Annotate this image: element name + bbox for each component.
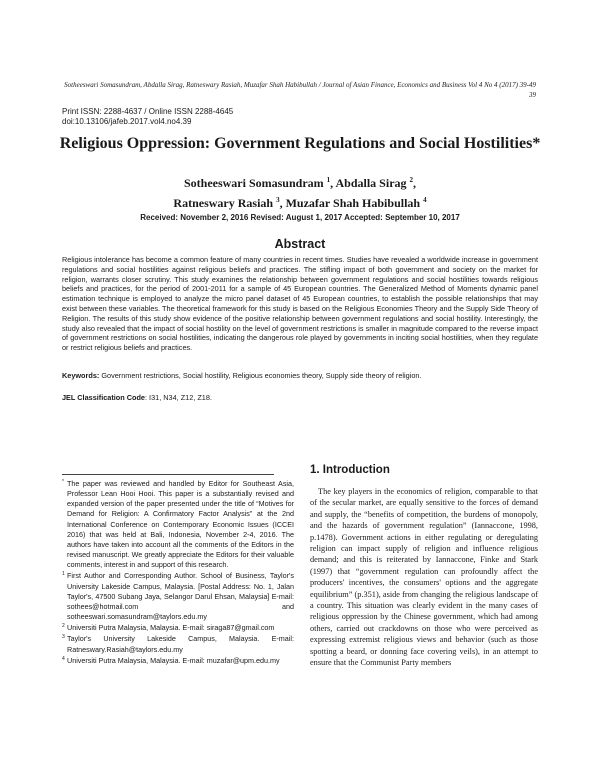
- footnote: [62, 656, 294, 666]
- jel-label: JEL Classification Code: [62, 393, 145, 402]
- author-list: Sotheeswari Somasundram $^1$, Abdalla Sirag $^2$, Ratneswary Rasiah $^3$, Muzafar Shah Habibullah $^4$: [173, 176, 427, 210]
- footnote-text: First Author and Corresponding Author. School of Business, Taylor's University Lakeside Campus, Malaysia. [Postal Address: No. 1, Jalan Taylor's, 47500 Subang Jaya, Selangor Darul Ehsan, Malaysia] E-mail: sothees@hotmail.com and sotheeswari.somasundram@taylors.edu.my: [67, 571, 294, 622]
- footnote-text: Universiti Putra Malaysia, Malaysia. E-mail: muzafar@upm.edu.my: [67, 655, 280, 665]
- paper-title: Religious Oppression: Government Regulations and Social Hostilities*: [59, 135, 541, 152]
- keywords-label: Keywords:: [62, 371, 100, 380]
- footnote-text: The paper was reviewed and handled by Editor for Southeast Asia, Professor Lean Hooi Hooi. This paper is a substantially revised and expanded version of the paper presented under the title of “Motives for Demand for Religion: A Confirmatory Factor Analysis” at the 2nd International Conference on Contemporary Economic Issues (ICCEI 2016) that was held at Bali, Indonesia, November 2-4, 2016. The authors have taken into account all the comments of the Editors in the revised manuscript. We greatly appreciate the Editors for their valuable comments, interest in and support of this research.: [67, 479, 294, 570]
- author-affiliation-mark: 2: [409, 176, 414, 184]
- footnote: [62, 623, 294, 633]
- footnotes: [62, 479, 294, 666]
- footnote-mark: *: [62, 479, 64, 485]
- author-name: Ratneswary Rasiah: [173, 196, 274, 210]
- keywords: [62, 371, 538, 381]
- author-affiliation-mark: 3: [276, 196, 280, 204]
- author-affiliation-mark: 1: [326, 176, 331, 184]
- footnote-mark: 1: [62, 571, 65, 578]
- author-name: Sotheeswari Somasundram: [183, 176, 324, 190]
- footnote: [62, 479, 294, 570]
- running-header: Sotheeswari Somasundram, Abdalla Sirag, Ratneswary Rasiah, Muzafar Shah Habibullah / Journal of Asian Finance, Economics and Business Vol 4 No 4 (2017) 39-49 39: [64, 81, 536, 99]
- issn-line: Print ISSN: 2288-4637 / Online ISSN 2288-4645: [62, 107, 234, 116]
- footnote-text: Universiti Putra Malaysia, Malaysia. E-mail: siraga87@gmail.com: [67, 623, 275, 633]
- introduction-heading: 1. Introduction: [310, 464, 390, 476]
- abstract-heading: Abstract: [274, 237, 326, 251]
- footnote: [62, 634, 294, 654]
- keywords-text: Government restrictions, Social hostility, Religious economies theory, Supply side theory of religion.: [101, 371, 422, 380]
- publication-info: [62, 107, 233, 127]
- submission-dates: Received: November 2, 2016 Revised: August 1, 2017 Accepted: September 10, 2017: [140, 213, 460, 222]
- jel-codes: : I31, N34, Z12, Z18.: [145, 393, 212, 402]
- doi-line: doi:10.13106/jafeb.2017.vol4.no4.39: [62, 117, 192, 126]
- footnote-mark: 4: [62, 655, 65, 662]
- jel-classification: [62, 393, 538, 403]
- abstract-body: Religious intolerance has become a common feature of many countries in recent times. Studies have revealed a worldwide increase in government regulations and social hostilities against religious beliefs and practices. The stifling impact of both government and society on the market for religion, warrants closer scrutiny. This study examines the relationship between government regulations and social hostilities towards religious beliefs and practices, for the period of 2001-2011 for a sample of 45 European countries. The Generalized Method of Moments dynamic panel estimation technique is employed to analyze the micro panel dataset of 45 European countries, to establish the possible relationships that may exist between these variables. The theoretical framework for this study is based on the Religious Economies Theory and the Supply Side Theory of Religion. The results of this study show evidence of the positive relationship between government regulations and social hostility. Interestingly, the study also revealed that the impact of social hostility on the level of government restrictions is smaller in magnitude compared to the reverse impact of government restrictions on social hostilities, indicating the dangerous role played by governments in inciting social hostilities, when they regulate or restrict religious beliefs and practices.: [62, 255, 538, 353]
- footnote-divider: [62, 474, 274, 475]
- author-affiliation-mark: 4: [423, 196, 427, 204]
- introduction-body: The key players in the economics of religion, comparable to that of the secular market, are equally sensitive to the forces of demand and supply, the “benefits of competition, the burdens of monopoly, and the hazards of government regulation” (Iannaccone, 1998, p.1478). Government actions in either regulating or deregulating religion can impact supply of religion and influence religious demand; and this is reiterated by Iannaccone, Finke and Stark (1997) that “government regulation can profoundly affect the producers' incentives, the consumers' options and the aggregate equilibrium” (p.351), aside from changing the religious landscape of a country. This situation was clearly evident in the many cases of religious oppression by the Chinese government, which had among others, carried out crackdowns on those who were perceived as expressing extremist religious views and behavior (such as those spotting a beard, or donning face covering veils), in an attempt to ensure that the Communist Party members: [310, 487, 538, 668]
- footnote: [62, 571, 294, 622]
- footnote-mark: 3: [62, 634, 65, 641]
- author-name: Muzafar Shah Habibullah: [285, 196, 421, 210]
- author-name: Abdalla Sirag: [335, 176, 407, 190]
- footnote-text: Taylor's University Lakeside Campus, Malaysia. E-mail: Ratneswary.Rasiah@taylors.edu.my: [67, 634, 294, 654]
- footnote-mark: 2: [62, 623, 65, 630]
